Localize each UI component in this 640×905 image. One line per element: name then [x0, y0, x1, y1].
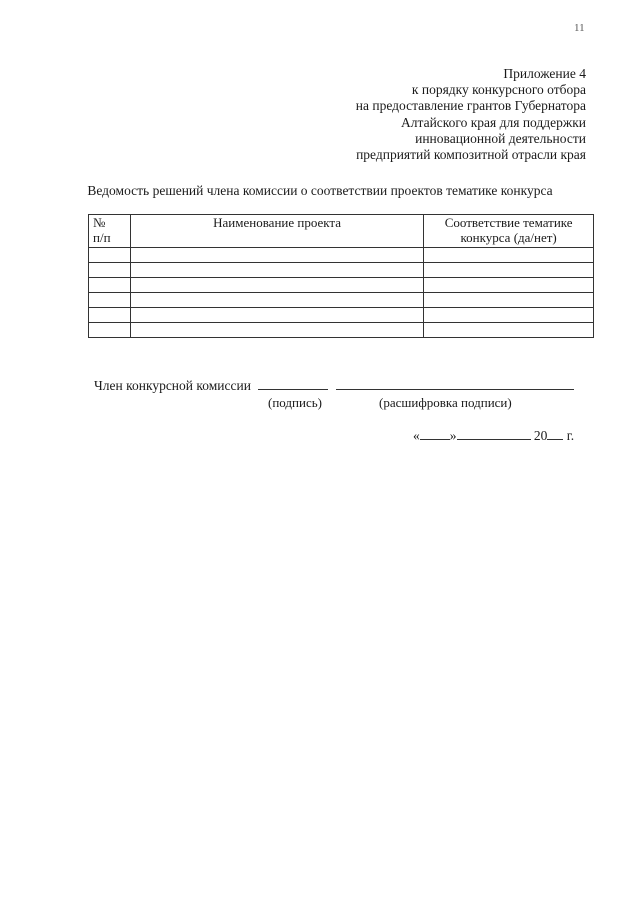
appendix-line: Алтайского края для поддержки: [401, 114, 586, 130]
table-cell[interactable]: [424, 278, 594, 293]
date-day-blank[interactable]: [420, 427, 450, 440]
table-cell[interactable]: [89, 263, 131, 278]
decision-table: [88, 214, 594, 338]
appendix-line: предприятий композитной отрасли края: [356, 147, 586, 163]
table-cell[interactable]: [130, 248, 423, 263]
table-cell[interactable]: [424, 248, 594, 263]
signature-decoding-blank[interactable]: [336, 376, 574, 390]
table-cell[interactable]: [424, 308, 594, 323]
header-name: Наименование проекта: [213, 215, 342, 230]
table-row: [89, 323, 594, 338]
table-cell[interactable]: [89, 323, 131, 338]
signature-line: [94, 376, 574, 394]
signature-blank[interactable]: [258, 376, 328, 390]
table-row: [89, 308, 594, 323]
date-year-blank[interactable]: [547, 427, 563, 440]
table-cell[interactable]: [424, 263, 594, 278]
table-cell[interactable]: [130, 308, 423, 323]
header-num-line2: п/п: [93, 230, 111, 245]
date-open-quote: «: [413, 428, 420, 443]
appendix-header: [286, 66, 586, 163]
appendix-line: на предоставление грантов Губернатора: [355, 98, 586, 114]
table-cell[interactable]: [89, 293, 131, 308]
date-line: [413, 427, 574, 444]
page-number: 11: [574, 22, 585, 34]
table-row: [89, 263, 594, 278]
table-cell[interactable]: [89, 278, 131, 293]
table-cell[interactable]: [89, 308, 131, 323]
table-cell[interactable]: [424, 323, 594, 338]
signature-caption: (подпись): [268, 395, 322, 410]
table-cell[interactable]: [130, 323, 423, 338]
table-cell[interactable]: [130, 263, 423, 278]
date-month-blank[interactable]: [457, 427, 531, 440]
appendix-line: Приложение 4: [503, 66, 586, 81]
column-header-number: [89, 215, 131, 248]
table-cell[interactable]: [89, 248, 131, 263]
header-match-line2: конкурса (да/нет): [460, 230, 557, 245]
column-header-compliance: [424, 215, 594, 248]
table-cell[interactable]: [130, 293, 423, 308]
table-row: [89, 248, 594, 263]
appendix-line: к порядку конкурсного отбора: [411, 82, 586, 98]
table-row: [89, 293, 594, 308]
column-header-project-name: [130, 215, 423, 248]
date-close-quote: »: [449, 428, 457, 443]
appendix-line: инновационной деятельности: [415, 130, 586, 146]
table-header-row: [89, 215, 594, 248]
table-row: [89, 278, 594, 293]
signature-label: Член конкурсной комиссии: [94, 378, 251, 393]
date-year-suffix: г.: [566, 428, 575, 443]
header-num-line1: №: [93, 215, 106, 230]
date-year-prefix: 20: [533, 428, 548, 443]
header-match-line1: Соответствие тематике: [444, 215, 573, 230]
table-cell[interactable]: [424, 293, 594, 308]
signature-decoding-caption: (расшифровка подписи): [379, 395, 512, 410]
document-title: Ведомость решений члена комиссии о соответствии проектов тематике конкурса: [87, 183, 553, 198]
table-cell[interactable]: [130, 278, 423, 293]
